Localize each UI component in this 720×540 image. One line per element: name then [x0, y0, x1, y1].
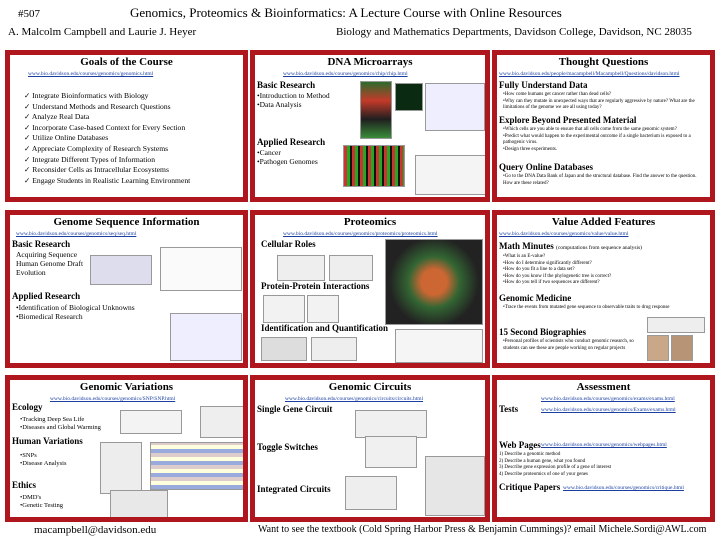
list-item: • How do you tell if two sequences are different?	[503, 280, 703, 287]
poster-authors: A. Malcolm Campbell and Laurie J. Heyer	[8, 26, 197, 38]
list-item: 4) Describe proteomics of one of your genes	[499, 471, 588, 477]
list-item: • How do I determine significantly different?	[503, 261, 703, 268]
list-item: • How come humans get cancer rather than dead cells?	[503, 92, 703, 99]
proteomics-roles-heading: Cellular Roles	[261, 239, 316, 249]
goal-item: ✓ Utilize Online Databases	[24, 133, 190, 144]
list-item: • Biomedical Research	[16, 312, 135, 321]
web-pages-heading: Web Pages	[499, 440, 541, 450]
ethics-heading: Ethics	[12, 480, 37, 490]
goals-title: Goals of the Course	[80, 56, 173, 68]
goal-item: ✓ Reconsider Cells as Intracellular Ecosystems	[24, 165, 190, 176]
goal-item: ✓ Analyze Real Data	[24, 112, 190, 123]
genome-applied-list	[16, 303, 135, 321]
microarrays-panel	[250, 50, 490, 202]
list-item: • How do you know if the phylogenetic tree is correct?	[503, 274, 703, 281]
list-item: • Design three experiments.	[503, 147, 703, 154]
list-item: • Identification of Biological Unknowns	[16, 303, 135, 312]
circuits-link[interactable]: www.bio.davidson.edu/courses/genomics/circuits/circuits.html	[285, 396, 424, 402]
variations-panel	[5, 375, 248, 522]
genome-seq-title: Genome Sequence Information	[53, 216, 200, 228]
list-item: • What is an E-value?	[503, 254, 703, 261]
list-item: 1) Describe a genomic method	[499, 452, 561, 457]
list-item: • Personal profiles of scientists who conduct genomic research, so students can see these are people working on regular projects	[503, 339, 641, 352]
biographies-heading: 15 Second Biographies	[499, 327, 587, 337]
ethics-figure-image	[110, 490, 168, 517]
web-pages-list	[499, 452, 709, 478]
list-item: • Disease Analysis	[20, 460, 67, 468]
assessment-title: Assessment	[576, 381, 631, 393]
goal-item: ✓ Understand Methods and Research Questions	[24, 102, 190, 113]
ecology-heading: Ecology	[12, 402, 43, 412]
genomic-medicine-heading: Genomic Medicine	[499, 293, 572, 303]
thought-panel	[492, 50, 715, 202]
integrated-circuit-image	[345, 476, 397, 510]
list-item: • How do you fit a line to a data set?	[503, 267, 703, 274]
list-item: Human Genome Draft	[16, 259, 84, 268]
medicine-figure-image	[647, 317, 705, 333]
applied-figure-image	[170, 313, 242, 361]
microarray-plot-image	[425, 83, 485, 131]
human-variations-list	[20, 452, 67, 468]
goal-item: ✓ Integrate Bioinformatics with Biology	[24, 91, 190, 102]
math-minutes-label: Math Minutes	[499, 241, 554, 251]
microarray-chip-image	[395, 83, 423, 111]
genome-basic-heading: Basic Research	[12, 239, 71, 249]
list-item: 2) Describe a human gene, what you found	[499, 458, 586, 464]
value-added-panel	[492, 210, 715, 368]
yeast-two-hybrid-image	[263, 295, 305, 323]
goal-item: ✓ Integrate Different Types of Information	[24, 155, 190, 166]
network-diagram-image	[425, 456, 485, 516]
list-item: • SNPs	[20, 452, 67, 460]
single-gene-image	[355, 410, 427, 438]
circuits-panel	[250, 375, 490, 522]
list-item: • Predict what would happen to the experimental outcome if a single bacterium is exposed to a pathogenic virus.	[503, 134, 703, 147]
goals-panel	[5, 50, 248, 202]
biographies-list	[503, 339, 641, 352]
microarrays-applied-heading: Applied Research	[257, 137, 326, 147]
math-minutes-note: (computations from sequence analysis)	[556, 245, 642, 251]
math-minutes-list	[503, 254, 703, 287]
tree-image	[160, 247, 242, 291]
list-item: Acquiring Sequence	[16, 250, 78, 259]
value-added-title: Value Added Features	[551, 216, 656, 228]
goal-item: ✓ Incorporate Case-based Context for Every Section	[24, 123, 190, 134]
portrait-image	[647, 335, 669, 361]
goal-item: ✓ Engage Students in Realistic Learning Environment	[24, 176, 190, 187]
list-item: • Introduction to Method	[257, 91, 330, 100]
poster-title: Genomics, Proteomics & Bioinformatics: A Lecture Course with Online Resources	[130, 5, 562, 20]
microarrays-basic-list	[257, 91, 330, 109]
gel-image	[261, 337, 307, 361]
genome-basic-list	[16, 250, 83, 277]
variations-title: Genomic Variations	[79, 381, 174, 393]
genomic-medicine-list	[503, 305, 703, 312]
genome-applied-heading: Applied Research	[12, 291, 81, 301]
tests-heading: Tests	[499, 404, 519, 414]
math-minutes-heading	[499, 241, 642, 251]
single-gene-heading: Single Gene Circuit	[257, 404, 333, 414]
list-item: • DMD's	[20, 494, 63, 502]
critique-heading: Critique Papers	[499, 482, 561, 492]
interaction-network-image	[385, 239, 483, 325]
proteomics-quant-heading: Identification and Quantification	[261, 323, 389, 333]
microarrays-applied-list	[257, 148, 318, 166]
assessment-panel	[492, 375, 715, 522]
list-item: • Trace the events from mutated gene sequence to observable traits to drug response	[503, 305, 703, 312]
protein-image	[329, 255, 373, 281]
goals-link[interactable]: www.bio.davidson.edu/courses/genomics/genomics.html	[28, 71, 154, 77]
poster-department: Biology and Mathematics Departments, Davidson College, Davidson, NC 28035	[336, 26, 692, 38]
microarrays-title: DNA Microarrays	[327, 56, 413, 68]
thought-understand-heading: Fully Understand Data	[499, 80, 588, 90]
quantification-plot-image	[395, 329, 483, 363]
genome-seq-panel	[5, 210, 248, 368]
toggle-switches-heading: Toggle Switches	[257, 442, 318, 452]
snp-figure-image	[100, 442, 142, 494]
microarrays-basic-heading: Basic Research	[257, 80, 316, 90]
variations-link[interactable]: www.bio.davidson.edu/courses/genomics/SNP/SNP.html	[50, 396, 176, 402]
web-pages-link[interactable]: www.bio.davidson.edu/courses/genomics/webpages.html	[541, 442, 667, 448]
list-item: • Data Analysis	[257, 100, 330, 109]
portrait-image	[671, 335, 693, 361]
ecology-photo-image	[200, 406, 243, 438]
genome-figure-image	[415, 155, 485, 195]
list-item: • Cancer	[257, 148, 318, 157]
list-item: • Genetic Testing	[20, 502, 63, 510]
footer-email[interactable]: macampbell@davidson.edu	[34, 524, 157, 536]
integrated-circuits-heading: Integrated Circuits	[257, 484, 331, 494]
sequence-image	[90, 255, 152, 285]
list-item: • Which cells are you able to ensure that all cells come from the same genomic system?	[503, 127, 703, 134]
footer-textbook-note: Want to see the textbook (Cold Spring Harbor Press & Benjamin Cummings)? email Michele.Sordi@AWL.com	[258, 524, 707, 535]
human-variations-heading: Human Variations	[12, 436, 83, 446]
list-item: • Pathogen Genomes	[257, 157, 318, 166]
proteomics-panel	[250, 210, 490, 368]
thought-query-list	[503, 174, 703, 187]
thought-explore-list	[503, 127, 703, 153]
genome-seq-link[interactable]: www.bio.davidson.edu/courses/genomics/seq/seq.html	[16, 231, 137, 237]
toggle-switch-image	[365, 436, 417, 468]
tests-link[interactable]: www.bio.davidson.edu/courses/genomics/Exams/exams.html	[541, 407, 676, 413]
proteomics-ppi-heading: Protein-Protein Interactions	[261, 281, 370, 291]
value-added-link[interactable]: www.bio.davidson.edu/courses/genomics/value/value.html	[499, 231, 629, 237]
proteomics-title: Proteomics	[343, 216, 397, 228]
thought-explore-heading: Explore Beyond Presented Material	[499, 115, 637, 125]
thought-link[interactable]: www.bio.davidson.edu/people/macampbell/Macampbell/Questions/davidson.html	[499, 71, 680, 77]
list-item: • Tracking Deep Sea Life	[20, 416, 101, 424]
thought-understand-list	[503, 92, 703, 112]
ethics-list	[20, 494, 63, 510]
list-item: • Diseases and Global Warming	[20, 424, 101, 432]
thought-title: Thought Questions	[558, 56, 649, 68]
snp-table-image	[150, 442, 243, 490]
ecology-list	[20, 416, 101, 432]
cell-image	[277, 255, 325, 281]
mass-spec-image	[311, 337, 357, 361]
list-item: Evolution	[16, 268, 46, 277]
cancer-heatmap-image	[343, 145, 405, 187]
critique-link[interactable]: www.bio.davidson.edu/courses/genomics/critique.html	[563, 485, 684, 491]
microarray-heatmap-image	[360, 81, 392, 139]
thought-query-heading: Query Online Databases	[499, 162, 594, 172]
assessment-link[interactable]: www.bio.davidson.edu/courses/genomics/exams/exams.html	[541, 396, 675, 402]
proteomics-link[interactable]: www.bio.davidson.edu/courses/genomics/proteomics/proteomics.html	[283, 231, 438, 237]
circuits-title: Genomic Circuits	[328, 381, 412, 393]
binding-image	[307, 295, 339, 323]
list-item: • Why can they mutate in unexpected ways that are regularly aggressive by nature? What are the limitations of the genome we are all using today?	[503, 99, 703, 112]
poster-number: #507	[18, 8, 40, 20]
list-item: • Go to the DNA Data Bank of Japan and the structural database. Find the answer to the question. How are these related?	[503, 174, 703, 187]
ecology-figure-image	[120, 410, 182, 434]
goal-item: ✓ Appreciate Complexity of Research Systems	[24, 144, 190, 155]
microarrays-link[interactable]: www.bio.davidson.edu/courses/genomics/chip/chip.html	[283, 71, 408, 77]
goals-list	[24, 91, 190, 186]
list-item: 3) Describe gene expression profile of a gene of interest	[499, 465, 612, 470]
